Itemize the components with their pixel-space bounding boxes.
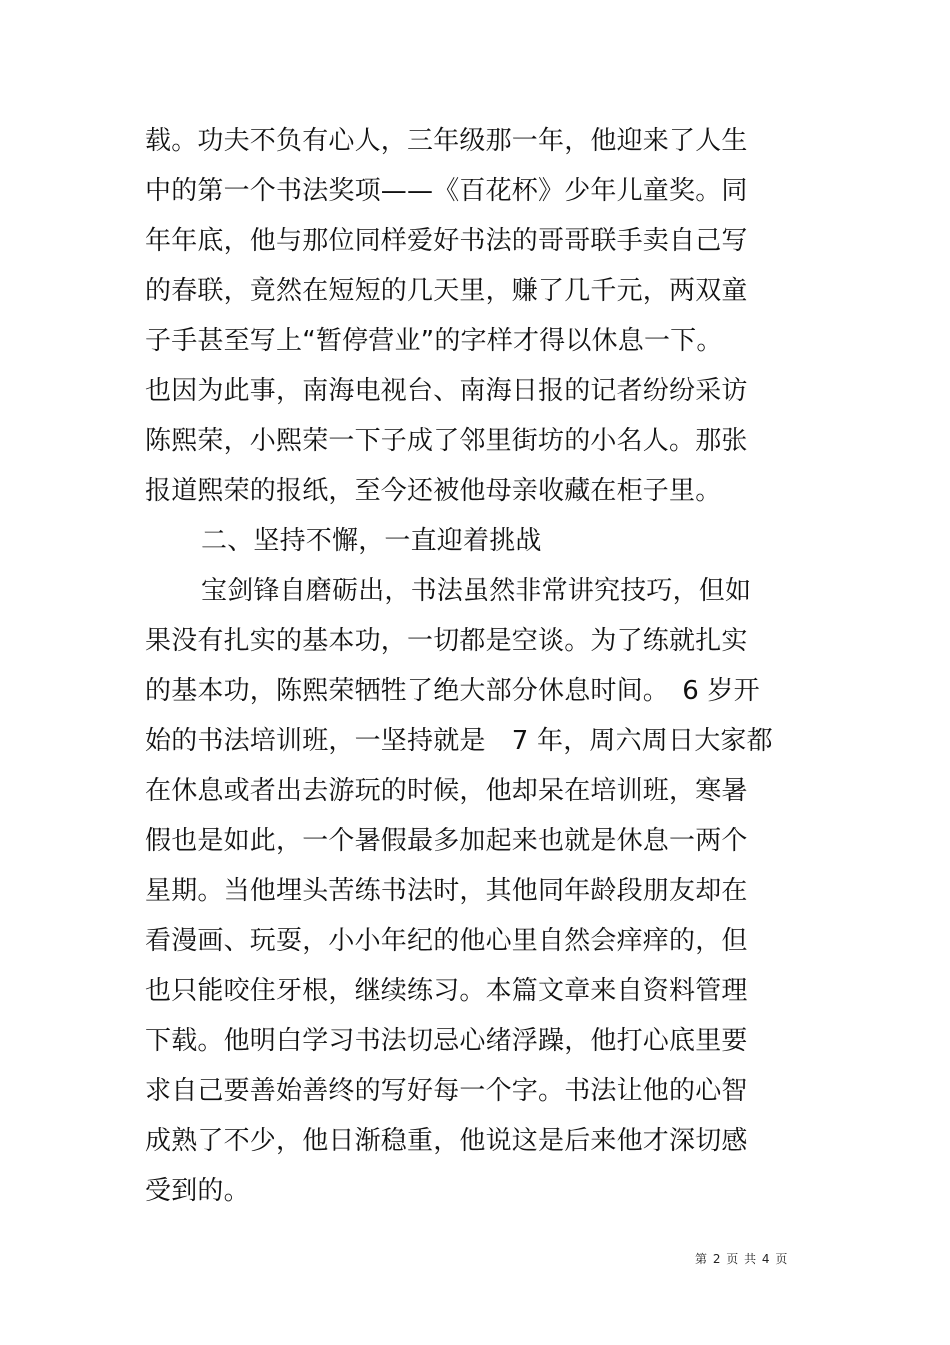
text-line-16: 星期。当他埋头苦练书法时，其他同年龄段朋友却在 — [145, 876, 748, 906]
text-line-22: 受到的。 — [145, 1176, 250, 1206]
text-line-4: 的春联，竟然在短短的几天里，赚了几千元，两双童 — [145, 276, 748, 306]
text-line-14: 在休息或者出去游玩的时候，他却呆在培训班，寒暑 — [145, 776, 748, 806]
text-line-3: 年年底，他与那位同样爱好书法的哥哥联手卖自己写 — [145, 226, 748, 256]
text-line-6: 也因为此事，南海电视台、南海日报的记者纷纷采访 — [145, 376, 748, 406]
text-line-17: 看漫画、玩耍，小小年纪的他心里自然会痒痒的，但 — [145, 926, 748, 956]
text-line-2: 中的第一个书法奖项——《百花杯》少年儿童奖。同 — [145, 176, 748, 206]
text-line-20: 求自己要善始善终的写好每一个字。书法让他的心智 — [145, 1076, 748, 1106]
text-line-1: 载。功夫不负有心人，三年级那一年，他迎来了人生 — [145, 126, 748, 156]
text-line-21: 成熟了不少，他日渐稳重，他说这是后来他才深切感 — [145, 1126, 748, 1156]
text-line-11: 果没有扎实的基本功，一切都是空谈。为了练就扎实 — [145, 626, 748, 656]
text-line-10: 宝剑锋自磨砺出，书法虽然非常讲究技巧，但如 — [201, 576, 752, 606]
text-line-15: 假也是如此，一个暑假最多加起来也就是休息一两个 — [145, 826, 748, 856]
text-line-12: 的基本功，陈熙荣牺牲了绝大部分休息时间。 6 岁开 — [145, 676, 760, 706]
text-line-13: 始的书法培训班，一坚持就是 7 年，周六周日大家都 — [145, 726, 773, 756]
body-text — [145, 116, 845, 1216]
text-line-7: 陈熙荣，小熙荣一下子成了邻里街坊的小名人。那张 — [145, 426, 748, 456]
text-line-19: 下载。他明白学习书法切忌心绪浮躁，他打心底里要 — [145, 1026, 748, 1056]
text-line-18: 也只能咬住牙根，继续练习。本篇文章来自资料管理 — [145, 976, 748, 1006]
text-line-5: 子手甚至写上“暂停营业”的字样才得以休息一下。 — [145, 326, 723, 356]
text-line-8: 报道熙荣的报纸，至今还被他母亲收藏在柜子里。 — [145, 476, 722, 506]
section-heading: 二、坚持不懈，一直迎着挑战 — [201, 526, 542, 556]
page-number-footer: 第 2 页 共 4 页 — [695, 1252, 789, 1266]
